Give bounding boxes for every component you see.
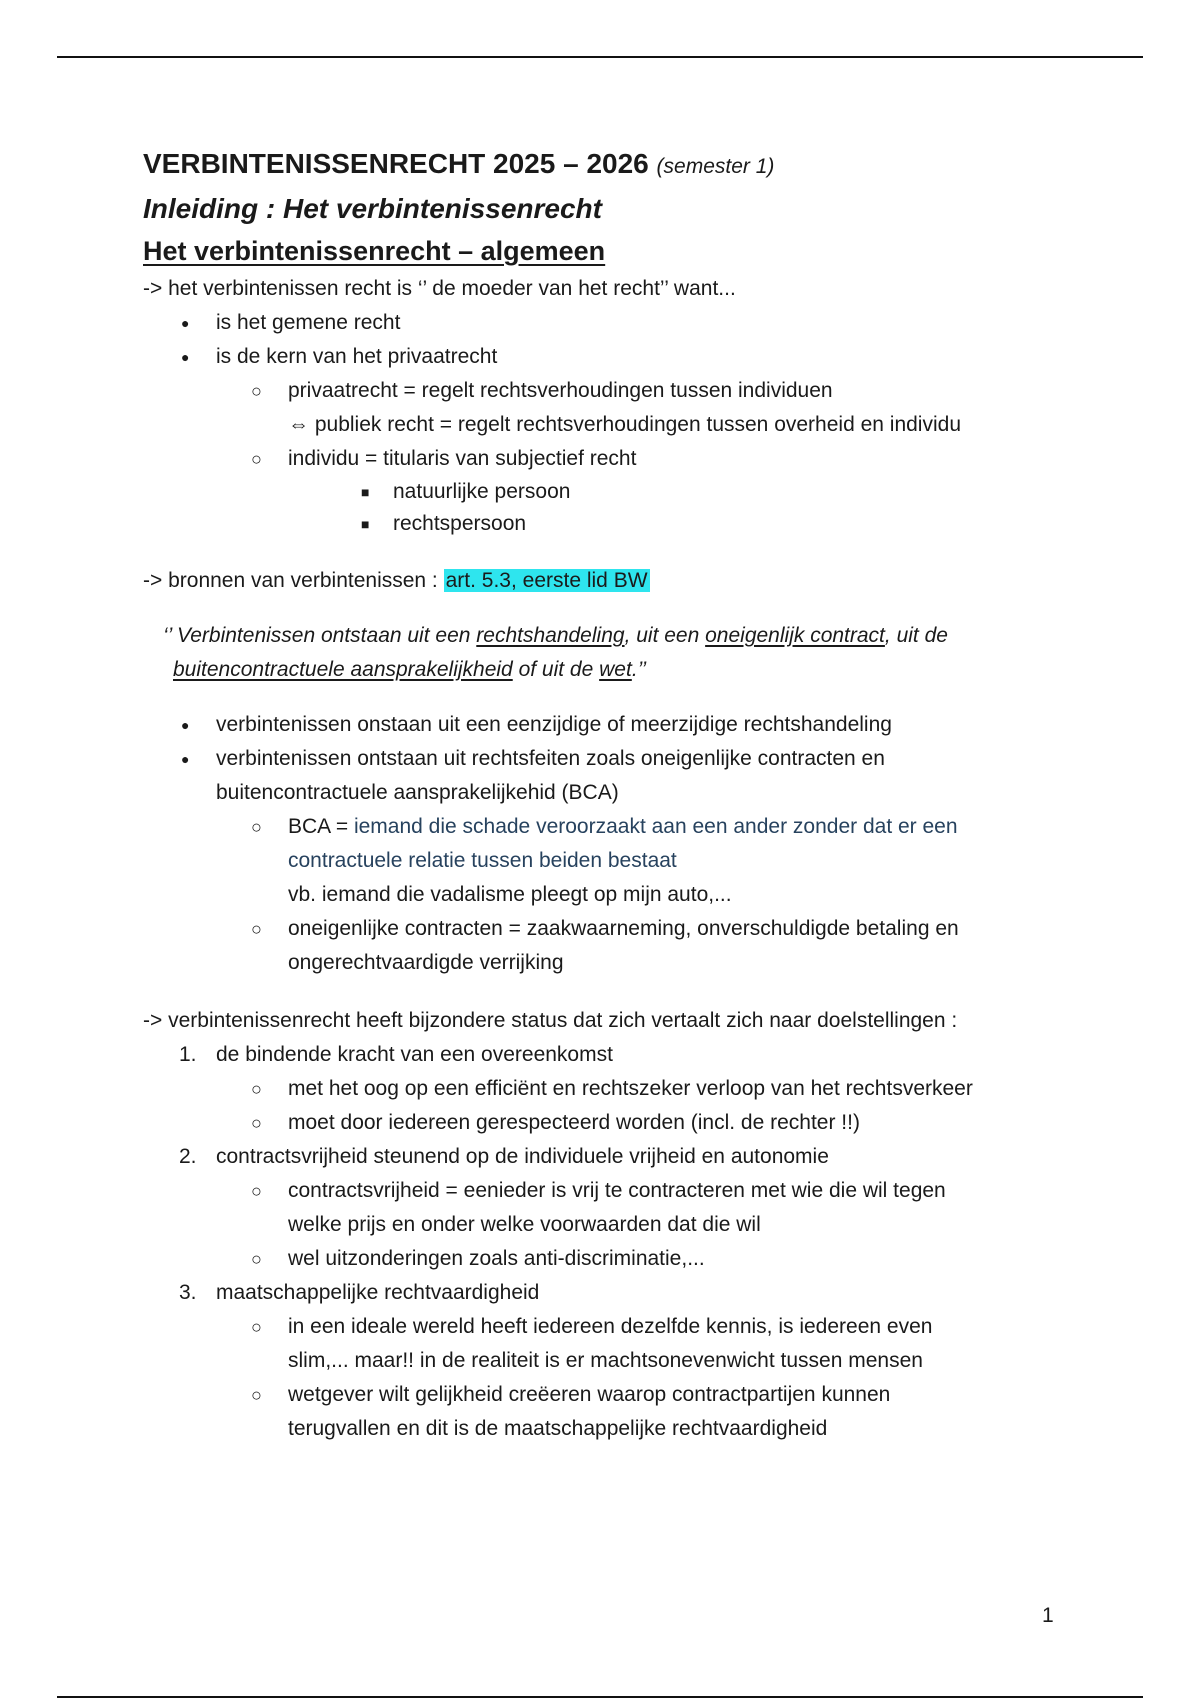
list-item: ○ individu = titularis van subjectief recht [251,447,637,470]
list-item: ○ wetgever wilt gelijkheid creëeren waarop contractpartijen kunnen terugvallen en dit is de maatschappelijke rechtvaardigheid [251,1383,891,1440]
title-text: VERBINTENISSENRECHT 2025 – 2026 [143,148,649,179]
page-number: 1 [1042,1604,1054,1627]
list-item: ○ privaatrecht = regelt rechtsverhoudingen tussen individuen [251,379,833,402]
list-item: ○ in een ideale wereld heeft iedereen dezelfde kennis, is iedereen even slim,... maar!! in de realiteit is er machtsonevenwicht tussen mensen [251,1315,933,1372]
list-item: ● verbintenissen onstaan uit een eenzijdige of meerzijdige rechtshandeling [181,713,892,736]
list-item: ■ rechtspersoon [361,512,527,535]
list-item: ○ BCA = iemand die schade veroorzaakt aan een ander zonder dat er een contractuele relatie tussen beiden bestaat vb. iemand die vadalisme pleegt op mijn auto,... [251,815,958,906]
list-item: 2. contractsvrijheid steunend op de individuele vrijheid en autonomie [179,1145,829,1168]
title-note: (semester 1) [656,155,775,178]
intro-line-2: -> bronnen van verbintenissen : art. 5.3, eerste lid BW [143,569,648,592]
list-item: 1. de bindende kracht van een overeenkomst [179,1043,613,1066]
bullet-list-1 [143,306,1073,540]
list-item: ■ natuurlijke persoon [361,480,571,503]
section-heading: Het verbintenissenrecht – algemeen [143,236,606,266]
top-rule [57,56,1143,58]
list-item: ○ contractsvrijheid = eenieder is vrij te contracteren met wie die wil tegen welke prijs en onder welke voorwaarden dat die wil [251,1179,946,1236]
list-item: ○ met het oog op een efficiënt en rechtszeker verloop van het rechtsverkeer [251,1077,973,1100]
chapter-subtitle: Inleiding : Het verbintenissenrecht [143,193,602,224]
intro-line-3: -> verbintenissenrecht heeft bijzondere status dat zich vertaalt zich naar doelstellingen : [143,1009,958,1032]
document-title [143,143,1073,188]
list-item: ● verbintenissen ontstaan uit rechtsfeiten zoals oneigenlijke contracten en buitencontractuele aansprakelijkehid (BCA) [181,747,885,804]
law-quote: ‘’ Verbintenissen ontstaan uit een rechtshandeling, uit een oneigenlijk contract, uit de buitencontractuele aansprakelijkheid of uit de wet.’’ [163,624,948,681]
bullet-list-2 [143,708,1073,980]
document-page [143,143,1073,1446]
list-item: ○ oneigenlijke contracten = zaakwaarneming, onverschuldigde betaling en ongerechtvaardigde verrijking [251,917,959,974]
bottom-rule [57,1696,1143,1698]
numbered-list [143,1038,1073,1446]
list-item: ● is de kern van het privaatrecht [181,345,498,368]
list-item: ○ wel uitzonderingen zoals anti-discriminatie,... [251,1247,705,1270]
list-item: ○ moet door iedereen gerespecteerd worden (incl. de rechter !!) [251,1111,860,1134]
intro-line-1: -> het verbintenissen recht is ‘’ de moeder van het recht’’ want... [143,277,736,300]
list-item-continuation: ⇔ publiek recht = regelt rechtsverhoudingen tussen overheid en individu [288,413,961,436]
list-item: 3. maatschappelijke rechtvaardigheid [179,1281,540,1304]
article-highlight: art. 5.3, eerste lid BW [445,569,648,592]
list-item: ● is het gemene recht [181,311,401,334]
